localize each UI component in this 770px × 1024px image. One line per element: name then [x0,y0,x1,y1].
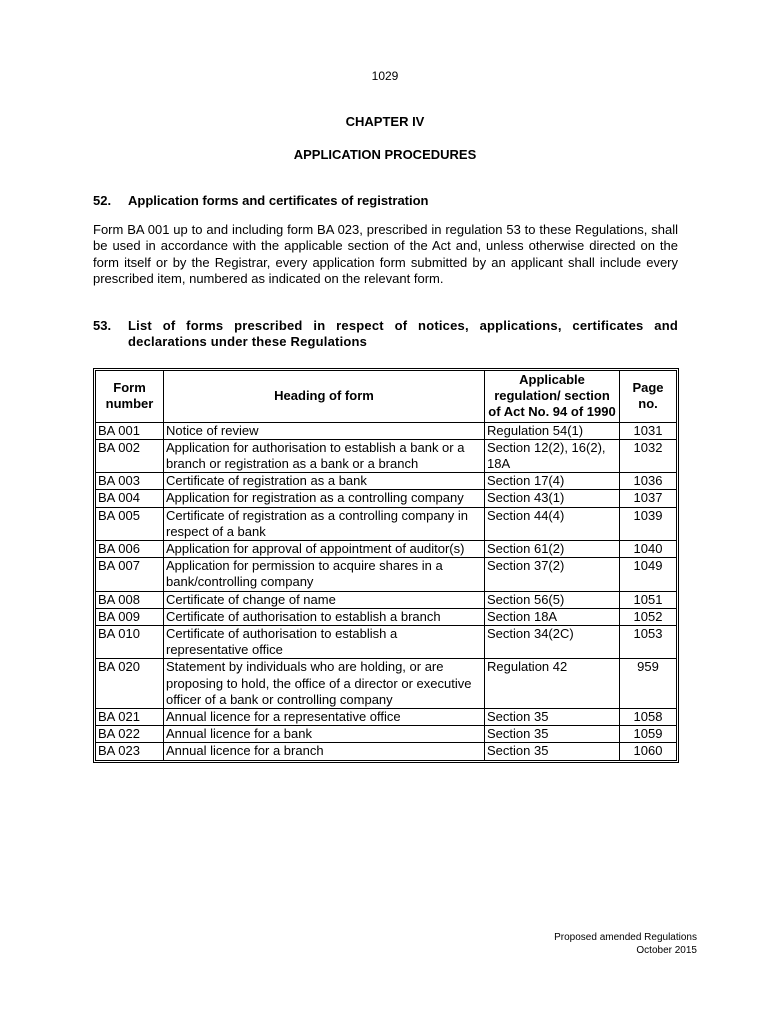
table-row [96,709,676,726]
form-section: Section 35 [485,709,620,726]
form-page: 1040 [620,541,676,558]
form-number: BA 006 [96,541,164,558]
form-section: Section 35 [485,743,620,759]
section-53-heading [93,318,678,350]
form-section: Section 61(2) [485,541,620,558]
form-page: 1036 [620,473,676,490]
form-heading: Certificate of authorisation to establish a branch [164,609,485,626]
table-body [96,423,676,760]
section-53-number: 53. [93,318,112,333]
form-number: BA 010 [96,626,164,659]
section-52-paragraph: Form BA 001 up to and including form BA 023, prescribed in regulation 53 to these Regulations, shall be used in accordance with the applicable section of the Act and, unless otherwise directed on the form itself or by the Registrar, every application form submitted by an applicant shall include every prescribed item, numbered as indicated on the relevant form. [93,222,678,286]
form-page: 959 [620,659,676,709]
form-page: 1059 [620,726,676,743]
form-heading: Certificate of registration as a bank [164,473,485,490]
forms-table-container [95,370,677,761]
form-section: Section 12(2), 16(2), 18A [485,440,620,473]
form-heading: Annual licence for a branch [164,743,485,759]
form-number: BA 004 [96,490,164,507]
table-row [96,490,676,507]
form-page: 1031 [620,423,676,440]
form-number: BA 003 [96,473,164,490]
footer-line-2: October 2015 [636,945,697,956]
form-section: Section 44(4) [485,508,620,541]
form-number: BA 009 [96,609,164,626]
form-heading: Certificate of registration as a controlling company in respect of a bank [164,508,485,541]
table-row [96,659,676,709]
form-section: Section 43(1) [485,490,620,507]
form-heading: Certificate of change of name [164,592,485,609]
table-row [96,423,676,440]
form-number: BA 001 [96,423,164,440]
form-page: 1053 [620,626,676,659]
section-52-heading [93,193,429,208]
form-page: 1051 [620,592,676,609]
form-page: 1049 [620,558,676,591]
form-heading: Application for authorisation to establish a bank or a branch or registration as a bank or a branch [164,440,485,473]
form-number: BA 005 [96,508,164,541]
forms-table [95,370,677,761]
form-page: 1058 [620,709,676,726]
form-page: 1060 [633,743,663,759]
table-row [96,541,676,558]
header-form-number: Form number [96,371,164,423]
form-heading: Annual licence for a bank [164,726,485,743]
section-title: APPLICATION PROCEDURES [293,147,477,162]
section-52-number: 52. [93,193,112,208]
form-number: BA 023 [96,743,164,759]
table-row [96,440,676,473]
table-row [96,592,676,609]
footer-line-1: Proposed amended Regulations [554,932,697,943]
page-number: 1029 [371,69,399,83]
form-page: 1037 [620,490,676,507]
section-52-title: Application forms and certificates of registration [128,193,429,208]
form-heading: Notice of review [164,423,485,440]
header-regulation: Applicable regulation/ section of Act No. 94 of 1990 [485,371,620,423]
table-row [96,558,676,591]
form-section: Section 17(4) [485,473,620,490]
table-header-row [96,371,676,423]
form-heading: Statement by individuals who are holding, or are proposing to hold, the office of a director or executive officer of a bank or controlling company [164,659,485,709]
section-53-title: List of forms prescribed in respect of notices, applications, certificates and declarations under these Regulations [128,318,678,349]
form-section: Section 34(2C) [485,626,620,659]
header-page: Page no. [620,371,676,423]
form-section: Regulation 54(1) [485,423,620,440]
form-heading: Application for permission to acquire shares in a bank/controlling company [164,558,485,591]
table-row [96,508,676,541]
form-number: BA 007 [96,558,164,591]
table-row [96,743,676,759]
form-section: Section 18A [485,609,620,626]
footer [554,931,697,957]
form-page: 1032 [620,440,676,473]
form-number: BA 020 [96,659,164,709]
form-heading: Application for registration as a controlling company [164,490,485,507]
table-row [96,726,676,743]
form-number: BA 022 [96,726,164,743]
form-page: 1052 [620,609,676,626]
form-number: BA 021 [96,709,164,726]
form-section: Section 35 [485,726,620,743]
form-number: BA 002 [96,440,164,473]
form-number: BA 008 [96,592,164,609]
chapter-heading: CHAPTER IV [345,114,425,129]
header-heading: Heading of form [164,371,485,423]
table-row [96,473,676,490]
form-page: 1039 [620,508,676,541]
form-section: Section 37(2) [485,558,620,591]
form-section: Regulation 42 [485,659,620,709]
form-heading: Annual licence for a representative office [164,709,485,726]
table-row [96,609,676,626]
form-section: Section 56(5) [485,592,620,609]
table-row [96,626,676,659]
form-heading: Application for approval of appointment of auditor(s) [164,541,485,558]
form-heading: Certificate of authorisation to establish a representative office [164,626,485,659]
